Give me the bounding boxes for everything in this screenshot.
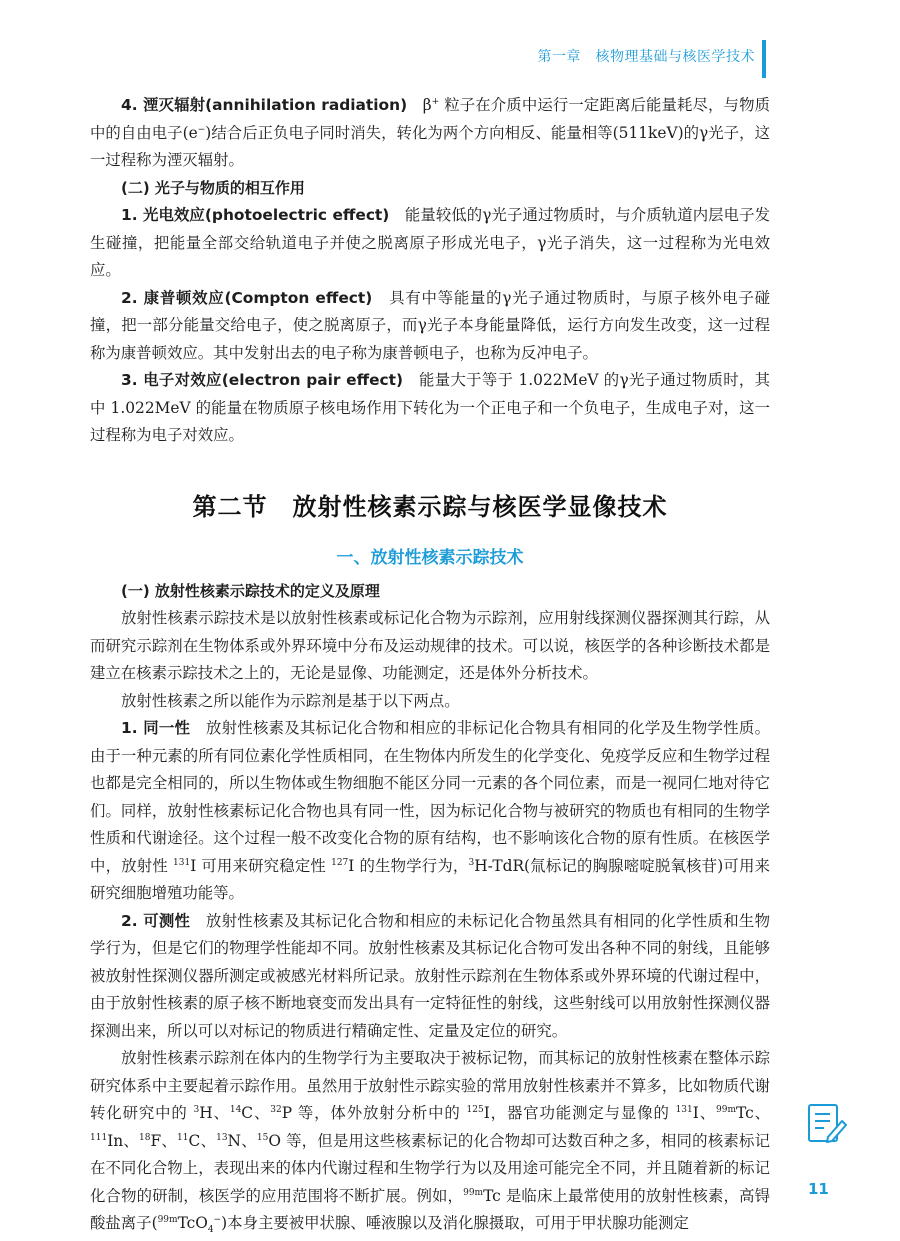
paragraph-identity: 1. 同一性 放射性核素及其标记化合物和相应的非标记化合物具有相同的化学及生物学性质。由于一种元素的所有同位素化学性质相同，在生物体内所发生的化学变化、免疫学反应和生物学过程也都是完全相同的，所以生物体或生物细胞不能区分同一元素的各个同位素，而是一视同仁地对待它们。同样，放射性核素标记化合物也具有同一性，因为标记化合物与被研究的物质也有相同的生物学性质和代谢途径。这个过程一般不改变化合物的原有结构，也不影响该化合物的原有性质。在核医学中，放射性 $^{131}$I 可用来研究稳定性 $^{127}$I 的生物学行为，$^3$H-TdR(氚标记的胸腺嘧啶脱氧核苷)可用来研究细胞增殖功能等。 <box>90 719 770 902</box>
running-header: 第一章 核物理基础与核医学技术 <box>537 49 755 65</box>
paragraph-tracer-behavior: 放射性核素示踪剂在体内的生物学行为主要取决于被标记物，而其标记的放射性核素在整体示踪研究体系中主要起着示踪作用。虽然用于放射性示踪实验的常用放射性核素并不算多，比如物质代谢转化研究中的 $^3$H、$^{14}$C、$^{32}$P 等，体外放射分析中的 $^{125}$I，器官功能测定与显像的 $^{131}$I、$^{99m}$Tc、$^{111}$In、$^{18}$F、$^{11}$C、$^{13}$N、$^{15}$O 等，但是用这些核素标记的化合物却可达数百种之多，相同的核素标记在不同化合物上，表现出来的体内代谢过程和生物学行为以及用途可能完全不同，并且随着新的标记化合物的研制，核医学的应用范围将不断扩展。例如，$^{99m}$Tc 是临床上最常使用的放射性核素，高锝酸盐离子($^{99m}$TcO$_4$−)本身主要被甲状腺、唾液腺以及消化腺摄取，可用于甲状腺功能测定 <box>90 1049 771 1236</box>
page-body <box>90 92 770 1238</box>
subheading-definition: (一) 放射性核素示踪技术的定义及原理 <box>121 581 380 600</box>
term-pair: 3. 电子对效应(electron pair effect) <box>121 371 404 389</box>
subheading-photon-interaction: (二) 光子与物质的相互作用 <box>121 178 305 197</box>
paragraph-basis: 放射性核素之所以能作为示踪剂是基于以下两点。 <box>121 691 460 710</box>
paragraph-photoelectric: 1. 光电效应(photoelectric effect) 能量较低的γ光子通过物质时，与介质轨道内层电子发生碰撞，把能量全部交给轨道电子并使之脱离原子形成光电子，γ光子消失，这一过程称为光电效应。 <box>90 206 770 279</box>
page-number: 11 <box>808 1180 829 1198</box>
paragraph-compton: 2. 康普顿效应(Compton effect) 具有中等能量的γ光子通过物质时，与原子核外电子碰撞，把一部分能量交给电子，使之脱离原子，而γ光子本身能量降低，运行方向发生改变，这一过程称为康普顿效应。其中发射出去的电子称为康普顿电子，也称为反冲电子。 <box>90 288 770 362</box>
paragraph-measurable: 2. 可测性 放射性核素及其标记化合物和相应的未标记化合物虽然具有相同的化学性质和生物学行为，但是它们的物理学性能却不同。放射性核素及其标记化合物可发出各种不同的射线，且能够被放射性探测仪器所测定或被感光材料所记录。放射性示踪剂在生物体系或外界环境的代谢过程中，由于放射性核素的原子核不断地衰变而发出具有一定特征性的射线，这些射线可以用放射性探测仪器探测出来，所以可以对标记的物质进行精确定性、定量及定位的研究。 <box>90 911 770 1040</box>
term-compton: 2. 康普顿效应(Compton effect) <box>121 288 373 307</box>
paragraph-pair: 3. 电子对效应(electron pair effect) 能量大于等于 1.022MeV 的γ光子通过物质时，其中 1.022MeV 的能量在物质原子核电场作用下转化为一个正电子和一个负电子，生成电子对，这一过程称为电子对效应。 <box>90 371 771 444</box>
header-accent-bar <box>762 40 766 78</box>
paragraph-annihilation: 4. 湮灭辐射(annihilation radiation) β+ 粒子在介质中运行一定距离后能量耗尽，与物质中的自由电子(e−)结合后正负电子同时消失，转化为两个方向相反、能量相等(511keV)的γ光子，这一过程称为湮灭辐射。 <box>90 96 770 169</box>
subsection-title: 一、放射性核素示踪技术 <box>336 547 524 568</box>
term-identity: 1. 同一性 <box>121 719 191 737</box>
term-photoelectric: 1. 光电效应(photoelectric effect) <box>121 206 390 224</box>
paragraph-definition: 放射性核素示踪技术是以放射性核素或标记化合物为示踪剂，应用射线探测仪器探测其行踪，从而研究示踪剂在生物体系或外界环境中分布及运动规律的技术。可以说，核医学的各种诊断技术都是建立在核素示踪技术之上的，无论是显像、功能测定，还是体外分析技术。 <box>90 609 770 682</box>
section-title: 第二节 放射性核素示踪与核医学显像技术 <box>192 492 668 521</box>
term-annihilation: 4. 湮灭辐射(annihilation radiation) <box>121 96 408 114</box>
term-measurable: 2. 可测性 <box>121 911 191 930</box>
notes-edit-icon <box>806 1101 848 1145</box>
